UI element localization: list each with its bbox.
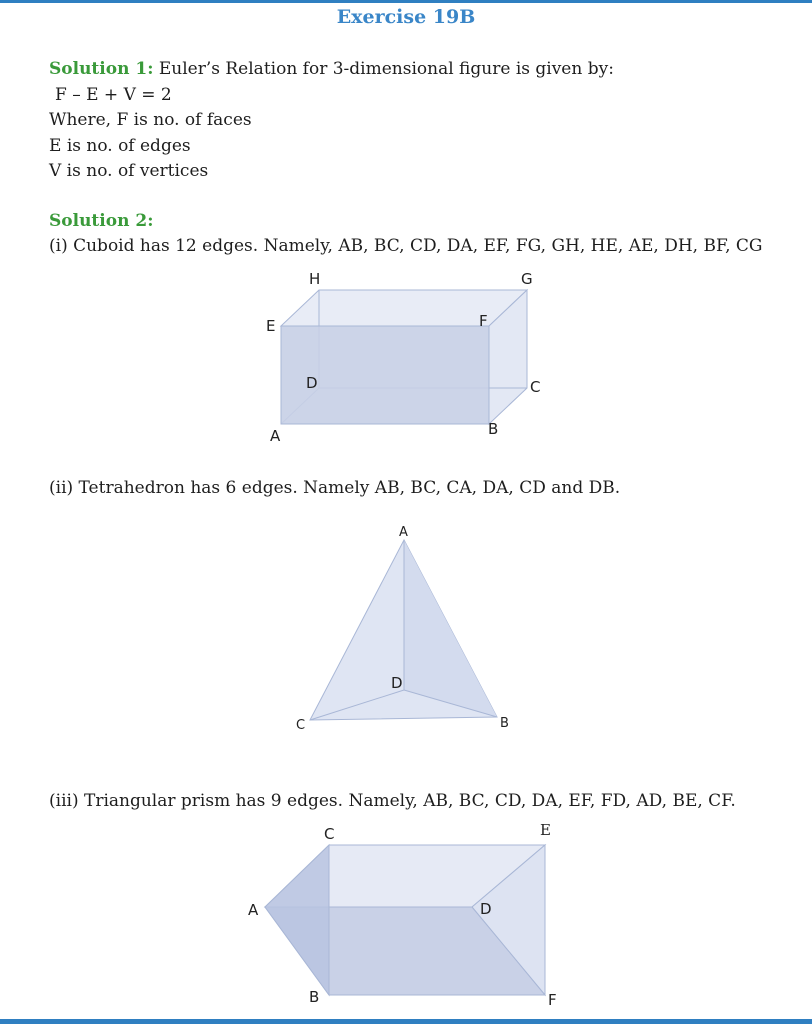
tetra-label-b: B: [500, 716, 509, 731]
cuboid-label-g: G: [521, 270, 533, 288]
solution-2-label: Solution 2:: [49, 211, 154, 231]
cuboid-statement: (i) Cuboid has 12 edges. Namely, AB, BC, CD, DA, EF, FG, GH, HE, AE, DH, BF, CG: [49, 236, 763, 256]
cuboid-label-e: E: [266, 317, 276, 335]
tetra-label-a: A: [399, 525, 408, 540]
euler-formula: F – E + V = 2: [55, 85, 172, 105]
prism-label-c: C: [324, 825, 335, 843]
page-title: Exercise 19B: [336, 6, 476, 28]
prism-statement: (iii) Triangular prism has 9 edges. Namely, AB, BC, CD, DA, EF, FD, AD, BE, CF.: [49, 791, 736, 811]
prism-label-d: D: [480, 900, 492, 918]
faces-definition: Where, F is no. of faces: [49, 110, 252, 130]
edges-definition: E is no. of edges: [49, 136, 191, 156]
solution-1-intro: Euler’s Relation for 3-dimensional figure is given by:: [153, 59, 614, 79]
cuboid-label-h: H: [309, 270, 321, 288]
cuboid-label-c: C: [530, 378, 541, 396]
vertices-definition: V is no. of vertices: [49, 161, 209, 181]
prism-label-b: B: [309, 988, 320, 1006]
prism-left-face: [265, 845, 329, 995]
cuboid-label-d: D: [306, 374, 318, 392]
cuboid-label-f: F: [479, 312, 488, 330]
solution-1-label: Solution 1:: [49, 59, 154, 79]
bottom-border: [0, 1019, 812, 1024]
cuboid-label-b: B: [488, 420, 499, 438]
tetra-label-d: D: [391, 674, 403, 692]
tetrahedron-statement: (ii) Tetrahedron has 6 edges. Namely AB, BC, CA, DA, CD and DB.: [49, 478, 621, 498]
cuboid-label-a: A: [270, 427, 281, 445]
tetra-label-c: C: [296, 718, 306, 733]
prism-label-f: F: [548, 991, 557, 1009]
prism-label-a: A: [248, 901, 259, 919]
prism-label-e: E: [540, 821, 551, 839]
